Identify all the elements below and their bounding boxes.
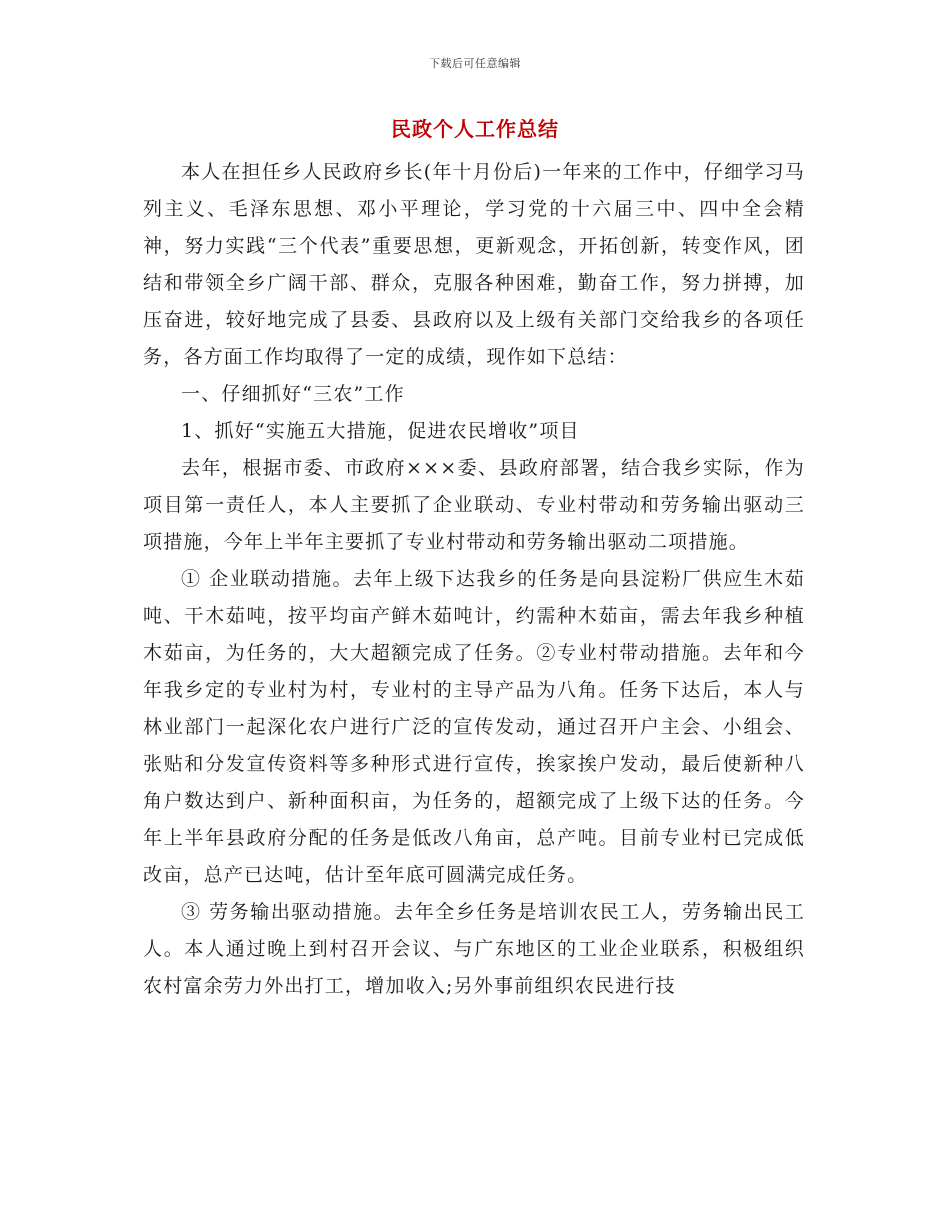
document-body [143, 154, 805, 1005]
paragraph-intro: 本人在担任乡人民政府乡长(年十月份后)一年来的工作中，仔细学习马列主义、毛泽东思想、邓小平理论，学习党的十六届三中、四中全会精神，努力实践“三个代表”重要思想，更新观念，开拓创新，转变作风，团结和带领全乡广阔干部、群众，克服各种困难，勤奋工作，努力拼搏，加压奋进，较好地完成了县委、县政府以及上级有关部门交给我乡的各项任务，各方面工作均取得了一定的成绩，现作如下总结： [143, 161, 805, 368]
paragraph-measures: ① 企业联动措施。去年上级下达我乡的任务是向县淀粉厂供应生木茹吨、干木茹吨，按平均亩产鲜木茹吨计，约需种木茹亩，需去年我乡种植木茹亩，为任务的，大大超额完成了任务。②专业村带动措施。去年和今年我乡定的专业村为村，专业村的主导产品为八角。任务下达后，本人与林业部门一起深化农户进行广泛的宣传发动，通过召开户主会、小组会、张贴和分发宣传资料等多种形式进行宣传，挨家挨户发动，最后使新种八角户数达到户、新种面积亩，为任务的，超额完成了上级下达的任务。今年上半年县政府分配的任务是低改八角亩，总产吨。目前专业村已完成低改亩，总产已达吨，估计至年底可圆满完成任务。 [143, 568, 805, 886]
paragraph-overview: 去年，根据市委、市政府×××委、县政府部署，结合我乡实际，作为项目第一责任人，本人主要抓了企业联动、专业村带动和劳务输出驱动三项措施，今年上半年主要抓了专业村带动和劳务输出驱动二项措施。 [143, 457, 805, 553]
subsection-heading: 1、抓好“实施五大措施，促进农民增收”项目 [181, 420, 580, 442]
document-title: 民政个人工作总结 [391, 117, 559, 141]
section-heading: 一、仔细抓好“三农”工作 [181, 383, 405, 405]
page-header-note: 下载后可任意编辑 [429, 57, 521, 70]
paragraph-labor-export: ③ 劳务输出驱动措施。去年全乡任务是培训农民工人，劳务输出民工人。本人通过晚上到村召开会议、与广东地区的工业企业联系，积极组织农村富余劳力外出打工，增加收入;另外事前组织农民进行技 [143, 901, 805, 997]
